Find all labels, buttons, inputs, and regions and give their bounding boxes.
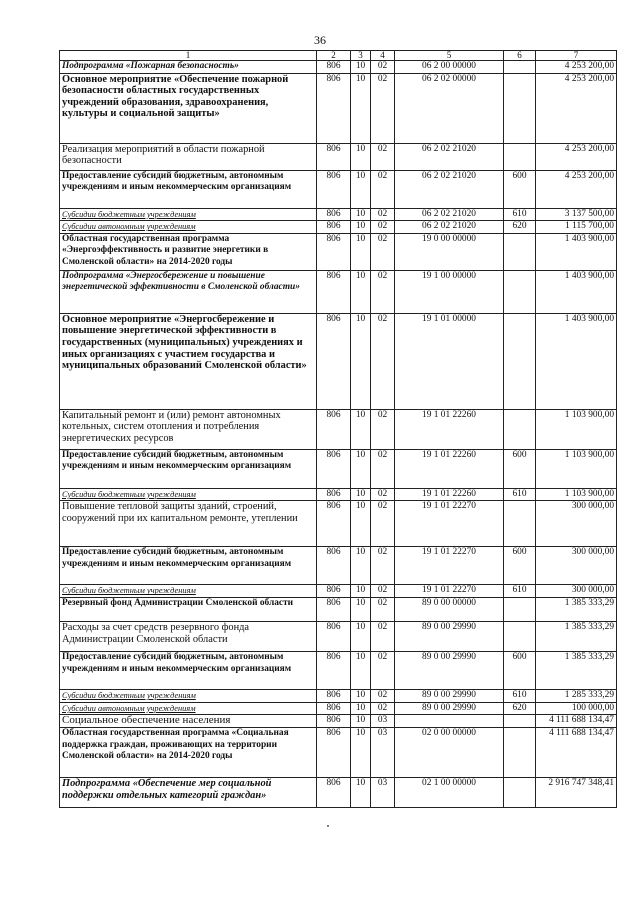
row-subsection-cell: 02 [371, 449, 395, 488]
table-row [60, 233, 617, 270]
row-subsection-cell: 02 [371, 170, 395, 208]
page-number: 36 [314, 33, 326, 47]
row-name-cell: Основное мероприятие «Энергосбережение и повышение энергетической эффективности в государственных (муниципальных) учреждениях и иных организациях с участием государства и муниципальных образований Смоленской области» [60, 313, 317, 409]
row-expense-type-cell: 610 [504, 208, 536, 221]
row-code-cell: 806 [317, 651, 351, 689]
row-section-cell: 10 [351, 409, 371, 449]
row-target-article-cell: 89 0 00 29990 [395, 651, 504, 689]
row-section-cell: 10 [351, 449, 371, 488]
row-subsection-cell: 02 [371, 597, 395, 621]
row-expense-type-cell [504, 313, 536, 409]
row-target-article-cell [395, 715, 504, 728]
row-amount-cell: 1 103 900,00 [536, 488, 617, 501]
row-name-cell: Повышение тепловой защиты зданий, строений, сооружений при их капитальном ремонте, утеплении [60, 501, 317, 547]
row-code-cell: 806 [317, 501, 351, 547]
row-section-cell: 10 [351, 221, 371, 234]
row-expense-type-cell [504, 621, 536, 651]
row-code-cell: 806 [317, 621, 351, 651]
row-amount-cell: 1 285 333,29 [536, 689, 617, 702]
row-target-article-cell: 06 2 02 21020 [395, 208, 504, 221]
row-expense-type-cell: 600 [504, 651, 536, 689]
row-section-cell: 10 [351, 778, 371, 808]
row-section-cell: 10 [351, 488, 371, 501]
row-section-cell: 10 [351, 208, 371, 221]
row-subsection-cell: 02 [371, 313, 395, 409]
row-expense-type-cell: 600 [504, 547, 536, 585]
row-expense-type-cell: 620 [504, 702, 536, 715]
row-name-cell: Основное мероприятие «Обеспечение пожарной безопасности областных государственных учреждений образования, здравоохранения, культуры и социальной защиты» [60, 73, 317, 143]
table-row [60, 73, 617, 143]
row-subsection-cell: 03 [371, 778, 395, 808]
row-name-cell: Капитальный ремонт и (или) ремонт автономных котельных, систем отопления и потребления энергетических ресурсов [60, 409, 317, 449]
row-amount-cell: 1 385 333,29 [536, 621, 617, 651]
row-expense-type-cell: 600 [504, 170, 536, 208]
row-code-cell: 806 [317, 313, 351, 409]
row-amount-cell: 4 253 200,00 [536, 73, 617, 143]
row-target-article-cell: 89 0 00 29990 [395, 621, 504, 651]
row-name-cell: Субсидии бюджетным учреждениям [60, 488, 317, 501]
row-subsection-cell: 02 [371, 409, 395, 449]
scan-speck [327, 825, 329, 827]
row-target-article-cell: 19 0 00 00000 [395, 233, 504, 270]
row-target-article-cell: 06 2 02 21020 [395, 170, 504, 208]
row-section-cell: 10 [351, 501, 371, 547]
row-target-article-cell: 19 1 01 00000 [395, 313, 504, 409]
row-subsection-cell: 02 [371, 143, 395, 170]
table-row [60, 221, 617, 234]
row-name-cell: Социальное обеспечение населения [60, 715, 317, 728]
row-name-cell: Подпрограмма «Энергосбережение и повышение энергетической эффективности в Смоленской области» [60, 270, 317, 313]
row-subsection-cell: 02 [371, 270, 395, 313]
row-name-cell: Субсидии бюджетным учреждениям [60, 585, 317, 598]
row-amount-cell: 100 000,00 [536, 702, 617, 715]
row-name-cell: Расходы за счет средств резервного фонда Администрации Смоленской области [60, 621, 317, 651]
table-row [60, 270, 617, 313]
row-subsection-cell: 02 [371, 73, 395, 143]
row-target-article-cell: 89 0 00 29990 [395, 702, 504, 715]
row-section-cell: 10 [351, 689, 371, 702]
row-subsection-cell: 02 [371, 585, 395, 598]
row-code-cell: 806 [317, 61, 351, 74]
row-expense-type-cell [504, 233, 536, 270]
table-row [60, 689, 617, 702]
row-amount-cell: 2 916 747 348,41 [536, 778, 617, 808]
row-expense-type-cell: 610 [504, 585, 536, 598]
column-header: 6 [504, 51, 536, 61]
row-section-cell: 10 [351, 73, 371, 143]
row-code-cell: 806 [317, 585, 351, 598]
row-amount-cell: 300 000,00 [536, 547, 617, 585]
row-name-cell: Субсидии автономным учреждениям [60, 702, 317, 715]
row-expense-type-cell [504, 61, 536, 74]
row-target-article-cell: 89 0 00 00000 [395, 597, 504, 621]
row-code-cell: 806 [317, 270, 351, 313]
row-amount-cell: 1 115 700,00 [536, 221, 617, 234]
row-amount-cell: 1 385 333,29 [536, 597, 617, 621]
row-amount-cell: 1 403 900,00 [536, 313, 617, 409]
row-amount-cell: 4 253 200,00 [536, 170, 617, 208]
budget-table [59, 50, 617, 808]
row-target-article-cell: 19 1 01 22260 [395, 449, 504, 488]
table-row [60, 547, 617, 585]
row-code-cell: 806 [317, 221, 351, 234]
row-amount-cell: 4 111 688 134,47 [536, 728, 617, 778]
row-name-cell: Предоставление субсидий бюджетным, автономным учреждениям и иным некоммерческим организациям [60, 449, 317, 488]
table-row [60, 651, 617, 689]
row-expense-type-cell [504, 597, 536, 621]
table-row [60, 597, 617, 621]
row-expense-type-cell [504, 73, 536, 143]
row-subsection-cell: 02 [371, 689, 395, 702]
row-section-cell: 10 [351, 728, 371, 778]
row-section-cell: 10 [351, 702, 371, 715]
table-row [60, 143, 617, 170]
table-row [60, 313, 617, 409]
row-target-article-cell: 89 0 00 29990 [395, 689, 504, 702]
column-header: 2 [317, 51, 351, 61]
row-amount-cell: 3 137 500,00 [536, 208, 617, 221]
row-expense-type-cell [504, 728, 536, 778]
row-subsection-cell: 02 [371, 233, 395, 270]
row-expense-type-cell [504, 778, 536, 808]
row-amount-cell: 4 253 200,00 [536, 143, 617, 170]
row-amount-cell: 1 385 333,29 [536, 651, 617, 689]
row-section-cell: 10 [351, 585, 371, 598]
row-target-article-cell: 19 1 00 00000 [395, 270, 504, 313]
column-header: 7 [536, 51, 617, 61]
row-name-cell: Подпрограмма «Обеспечение мер социальной поддержки отдельных категорий граждан» [60, 778, 317, 808]
row-target-article-cell: 06 2 02 00000 [395, 73, 504, 143]
table-row [60, 778, 617, 808]
row-subsection-cell: 02 [371, 488, 395, 501]
row-name-cell: Субсидии бюджетным учреждениям [60, 689, 317, 702]
row-target-article-cell: 06 2 02 21020 [395, 221, 504, 234]
row-name-cell: Областная государственная программа «Энергоэффективность и развитие энергетики в Смоленской области» на 2014-2020 годы [60, 233, 317, 270]
row-amount-cell: 300 000,00 [536, 501, 617, 547]
table-row [60, 728, 617, 778]
column-header: 1 [60, 51, 317, 61]
row-section-cell: 10 [351, 715, 371, 728]
column-header: 3 [351, 51, 371, 61]
row-expense-type-cell: 600 [504, 449, 536, 488]
column-header: 4 [371, 51, 395, 61]
table-row [60, 409, 617, 449]
row-code-cell: 806 [317, 73, 351, 143]
row-target-article-cell: 06 2 02 21020 [395, 143, 504, 170]
row-code-cell: 806 [317, 449, 351, 488]
row-target-article-cell: 02 1 00 00000 [395, 778, 504, 808]
row-name-cell: Предоставление субсидий бюджетным, автономным учреждениям и иным некоммерческим организациям [60, 170, 317, 208]
table-row [60, 208, 617, 221]
row-expense-type-cell: 610 [504, 689, 536, 702]
row-subsection-cell: 02 [371, 208, 395, 221]
row-code-cell: 806 [317, 208, 351, 221]
row-code-cell: 806 [317, 488, 351, 501]
row-code-cell: 806 [317, 778, 351, 808]
row-subsection-cell: 02 [371, 702, 395, 715]
row-section-cell: 10 [351, 621, 371, 651]
table-row [60, 501, 617, 547]
row-code-cell: 806 [317, 689, 351, 702]
row-name-cell: Резервный фонд Администрации Смоленской области [60, 597, 317, 621]
row-target-article-cell: 19 1 01 22270 [395, 501, 504, 547]
row-subsection-cell: 03 [371, 715, 395, 728]
row-code-cell: 806 [317, 170, 351, 208]
table-row [60, 715, 617, 728]
row-target-article-cell: 06 2 00 00000 [395, 61, 504, 74]
row-amount-cell: 1 403 900,00 [536, 233, 617, 270]
row-name-cell: Субсидии бюджетным учреждениям [60, 208, 317, 221]
row-target-article-cell: 02 0 00 00000 [395, 728, 504, 778]
row-expense-type-cell [504, 501, 536, 547]
row-code-cell: 806 [317, 409, 351, 449]
row-target-article-cell: 19 1 01 22260 [395, 409, 504, 449]
row-subsection-cell: 02 [371, 501, 395, 547]
row-subsection-cell: 02 [371, 61, 395, 74]
row-code-cell: 806 [317, 728, 351, 778]
row-subsection-cell: 03 [371, 728, 395, 778]
table-row [60, 621, 617, 651]
row-name-cell: Реализация мероприятий в области пожарной безопасности [60, 143, 317, 170]
row-name-cell: Областная государственная программа «Социальная поддержка граждан, проживающих на территории Смоленской области» на 2014-2020 годы [60, 728, 317, 778]
row-code-cell: 806 [317, 547, 351, 585]
row-name-cell: Субсидии автономным учреждениям [60, 221, 317, 234]
row-amount-cell: 4 111 688 134,47 [536, 715, 617, 728]
row-name-cell: Предоставление субсидий бюджетным, автономным учреждениям и иным некоммерческим организациям [60, 547, 317, 585]
row-section-cell: 10 [351, 313, 371, 409]
column-header: 5 [395, 51, 504, 61]
row-amount-cell: 300 000,00 [536, 585, 617, 598]
row-amount-cell: 1 103 900,00 [536, 409, 617, 449]
row-expense-type-cell [504, 143, 536, 170]
row-amount-cell: 1 403 900,00 [536, 270, 617, 313]
row-code-cell: 806 [317, 233, 351, 270]
row-section-cell: 10 [351, 170, 371, 208]
row-subsection-cell: 02 [371, 651, 395, 689]
row-section-cell: 10 [351, 270, 371, 313]
row-code-cell: 806 [317, 702, 351, 715]
table-row [60, 585, 617, 598]
row-expense-type-cell: 620 [504, 221, 536, 234]
row-subsection-cell: 02 [371, 547, 395, 585]
row-target-article-cell: 19 1 01 22260 [395, 488, 504, 501]
row-name-cell: Предоставление субсидий бюджетным, автономным учреждениям и иным некоммерческим организациям [60, 651, 317, 689]
row-code-cell: 806 [317, 715, 351, 728]
row-code-cell: 806 [317, 597, 351, 621]
row-amount-cell: 1 103 900,00 [536, 449, 617, 488]
row-expense-type-cell [504, 270, 536, 313]
row-section-cell: 10 [351, 547, 371, 585]
row-expense-type-cell [504, 409, 536, 449]
row-section-cell: 10 [351, 651, 371, 689]
row-amount-cell: 4 253 200,00 [536, 61, 617, 74]
row-name-cell: Подпрограмма «Пожарная безопасность» [60, 61, 317, 74]
row-section-cell: 10 [351, 597, 371, 621]
table-row [60, 488, 617, 501]
table-row [60, 449, 617, 488]
row-target-article-cell: 19 1 01 22270 [395, 547, 504, 585]
table-row [60, 61, 617, 74]
table-row [60, 170, 617, 208]
row-subsection-cell: 02 [371, 621, 395, 651]
table-row [60, 702, 617, 715]
row-section-cell: 10 [351, 233, 371, 270]
row-expense-type-cell [504, 715, 536, 728]
row-section-cell: 10 [351, 143, 371, 170]
row-expense-type-cell: 610 [504, 488, 536, 501]
table-header-row [60, 51, 617, 61]
row-subsection-cell: 02 [371, 221, 395, 234]
row-section-cell: 10 [351, 61, 371, 74]
row-code-cell: 806 [317, 143, 351, 170]
row-target-article-cell: 19 1 01 22270 [395, 585, 504, 598]
